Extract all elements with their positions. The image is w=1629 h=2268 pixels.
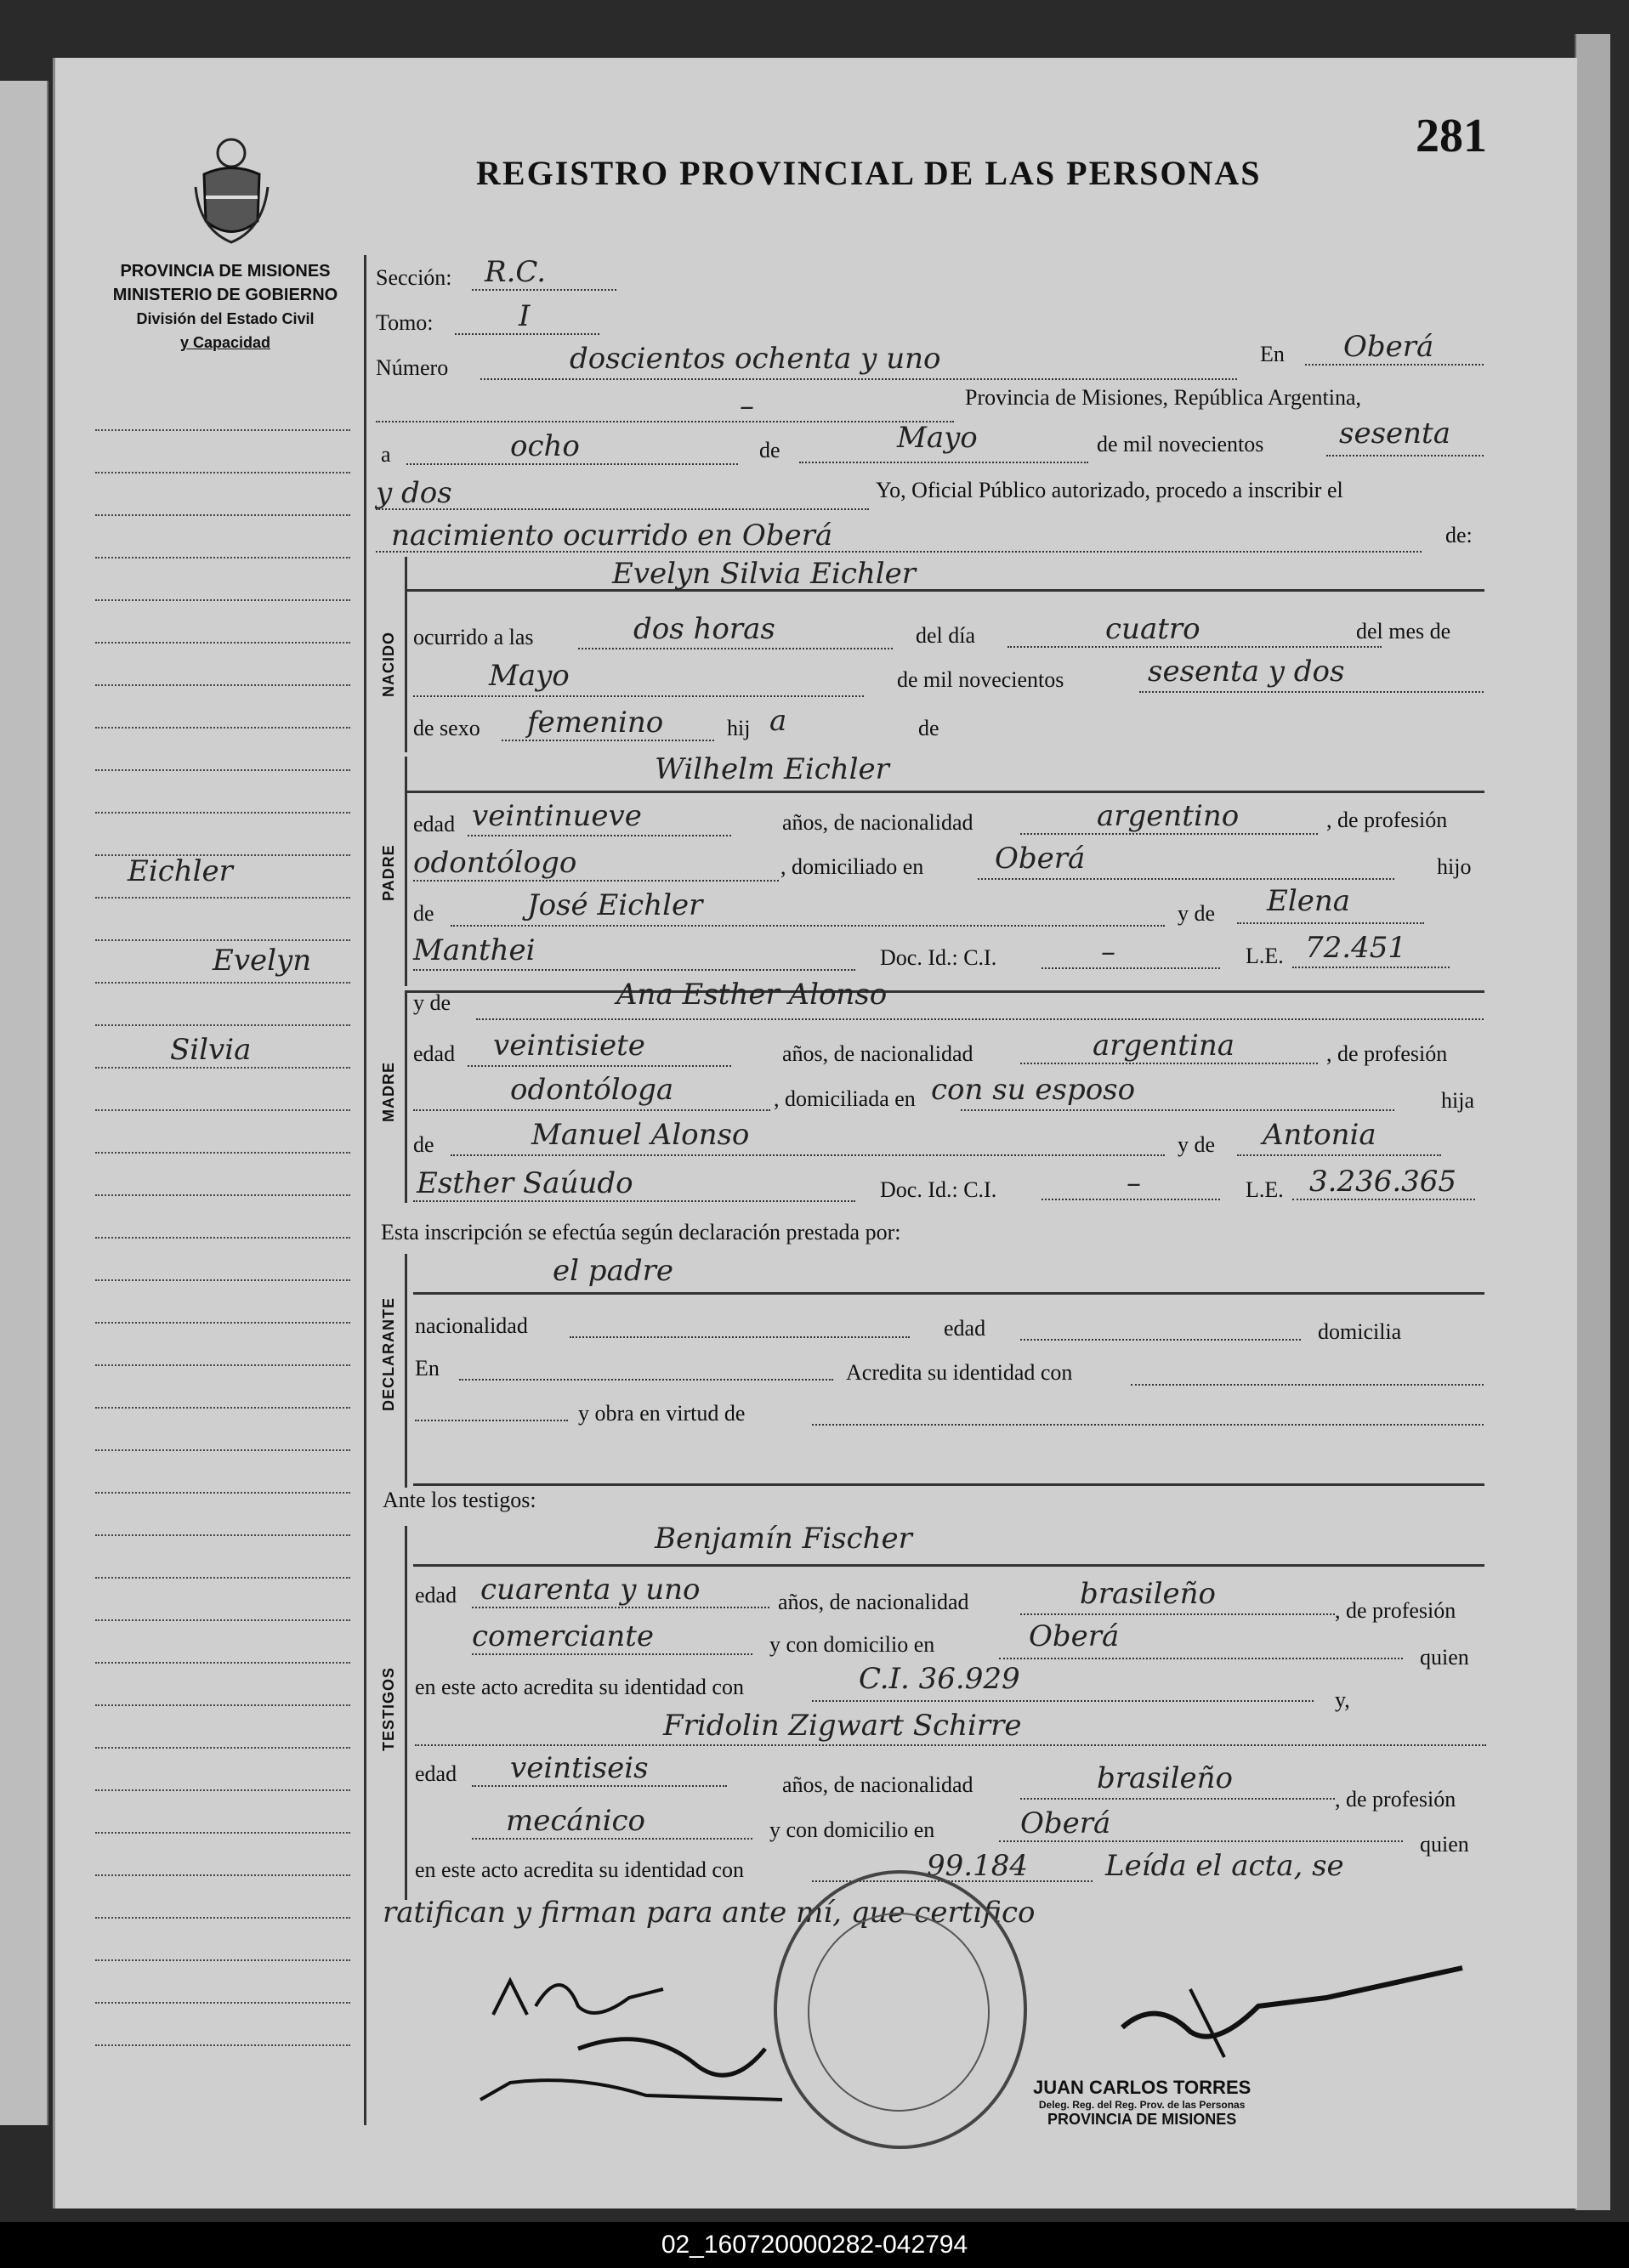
value-edad-madre: veintisiete	[493, 1029, 645, 1063]
label-de-colon: de:	[1445, 523, 1473, 547]
label-hij: hij	[727, 716, 751, 740]
value-le-padre: 72.451	[1305, 931, 1406, 965]
label-profesion-t1: , de profesión	[1335, 1598, 1456, 1623]
institution-line: y Capacidad	[179, 334, 271, 351]
value-mes-registro: Mayo	[897, 421, 978, 455]
institution-line: MINISTERIO DE GOBIERNO	[112, 286, 338, 304]
label-edad-t1: edad	[415, 1583, 457, 1607]
label-obra: y obra en virtud de	[578, 1401, 746, 1426]
value-testigo2-profesion: mecánico	[506, 1804, 645, 1838]
label-y-comma: y,	[1335, 1687, 1350, 1712]
margin-second-name: Silvia	[170, 1033, 252, 1067]
official-role: Deleg. Reg. del Reg. Prov. de las Personas	[1038, 2099, 1246, 2111]
label-de-mil: de mil novecientos	[1097, 432, 1264, 456]
label-con-domicilio-t1: y con domicilio en	[769, 1632, 935, 1657]
nacido-top-rule	[405, 589, 1484, 592]
value-dia-registro: ocho	[510, 429, 580, 463]
value-abuela-paterna-a: Elena	[1267, 884, 1350, 918]
official-signature-block	[1033, 2077, 1251, 2129]
label-sexo: de sexo	[413, 716, 480, 740]
value-testigo1-identidad: C.I. 36.929	[859, 1662, 1020, 1696]
label-seccion: Sección:	[376, 265, 452, 290]
madre-bracket	[405, 990, 407, 1203]
label-doc-padre: Doc. Id.: C.I.	[880, 945, 997, 970]
nacido-bracket	[405, 557, 407, 752]
side-label-testigos: TESTIGOS	[380, 1666, 397, 1751]
label-le-madre: L.E.	[1246, 1177, 1284, 1202]
label-ocurrido: ocurrido a las	[413, 625, 534, 649]
label-de-2: de	[918, 716, 939, 740]
value-seccion: R.C.	[485, 255, 547, 289]
side-label-nacido: NACIDO	[380, 632, 397, 697]
folio-number: 281	[1416, 110, 1487, 162]
value-sexo: femenino	[527, 706, 664, 740]
value-tomo: I	[519, 299, 531, 333]
value-testigo2-nombre: Fridolin Zigwart Schirre	[663, 1709, 1022, 1743]
label-nacionalidad-declarante: nacionalidad	[415, 1313, 528, 1338]
label-en-declarante: En	[415, 1356, 440, 1381]
testigos-bracket	[405, 1526, 407, 1900]
margin-surname: Eichler	[128, 854, 233, 888]
label-hijo: hijo	[1437, 854, 1472, 879]
label-provincia: Provincia de Misiones, República Argentina,	[965, 385, 1361, 410]
coat-of-arms-icon	[191, 136, 272, 247]
value-declarante: el padre	[553, 1254, 673, 1288]
value-testigo1-domicilio: Oberá	[1029, 1619, 1120, 1653]
value-anio-b: y dos	[376, 476, 452, 510]
value-hecho: nacimiento ocurrido en Oberá	[391, 519, 833, 553]
label-profesion-madre: , de profesión	[1326, 1041, 1448, 1066]
official-seal-inner	[808, 1913, 990, 2112]
value-edad-padre: veintinueve	[472, 799, 642, 833]
label-hija: hija	[1441, 1088, 1474, 1113]
label-domiciliado: , domiciliado en	[780, 854, 924, 879]
value-domicilio-padre: Oberá	[995, 842, 1086, 876]
declarante-bottom-rule	[413, 1483, 1484, 1486]
label-quien-t1: quien	[1420, 1645, 1469, 1670]
column-divider	[364, 255, 366, 2125]
declarante-top-rule	[413, 1292, 1484, 1295]
value-profesion-madre: odontóloga	[510, 1073, 674, 1107]
side-label-madre: MADRE	[380, 1062, 397, 1122]
value-testigo2-domicilio: Oberá	[1020, 1806, 1111, 1840]
value-abuelo-paterno: José Eichler	[527, 888, 703, 922]
institution-block	[89, 259, 361, 354]
label-acredita-t1: en este acto acredita su identidad con	[415, 1675, 744, 1699]
value-nacionalidad-madre: argentina	[1093, 1029, 1235, 1063]
value-abuela-paterna-b: Manthei	[413, 933, 536, 967]
label-acredita-t2: en este acto acredita su identidad con	[415, 1857, 744, 1882]
value-nombre-padre: Wilhelm Eichler	[655, 752, 889, 786]
official-name: JUAN CARLOS TORRES	[1033, 2077, 1252, 2098]
value-anio-nacimiento: sesenta y dos	[1148, 655, 1345, 689]
label-testigos: Ante los testigos:	[383, 1488, 536, 1512]
label-tomo: Tomo:	[376, 310, 434, 335]
left-page-edge	[0, 81, 48, 2125]
value-abuela-materna-a: Antonia	[1263, 1118, 1376, 1152]
margin-first-name: Evelyn	[213, 944, 312, 978]
label-edad-madre: edad	[413, 1041, 456, 1066]
label-doc-madre: Doc. Id.: C.I.	[880, 1177, 997, 1202]
label-profesion-t2: , de profesión	[1335, 1787, 1456, 1812]
value-le-madre: 3.236.365	[1309, 1165, 1457, 1199]
value-testigo1-nombre: Benjamín Fischer	[655, 1522, 912, 1556]
label-del-dia: del día	[916, 623, 976, 648]
label-de: de	[759, 438, 780, 462]
dash: –	[740, 389, 754, 423]
label-de-padre-de: de	[413, 901, 434, 926]
value-abuelo-materno: Manuel Alonso	[531, 1118, 750, 1152]
value-testigo1-nacionalidad: brasileño	[1080, 1577, 1216, 1611]
side-label-declarante: DECLARANTE	[380, 1297, 397, 1411]
declarante-bracket	[405, 1254, 407, 1488]
madre-top-rule	[405, 990, 1484, 993]
label-y-de-padre: y de	[1178, 901, 1216, 926]
label-quien-t2: quien	[1420, 1832, 1469, 1857]
label-nacionalidad-madre: años, de nacionalidad	[782, 1041, 973, 1066]
book-binding-edge	[1575, 34, 1610, 2210]
side-label-padre: PADRE	[380, 844, 397, 901]
testigos-top-rule	[413, 1564, 1484, 1567]
value-testigo2-edad: veintiseis	[510, 1751, 649, 1785]
value-testigo2-identidad: 99.184	[927, 1849, 1028, 1883]
institution-line: PROVINCIA DE MISIONES	[120, 262, 331, 281]
label-yo: Yo, Oficial Público autorizado, procedo a inscribir el	[876, 478, 1343, 502]
value-hora: dos horas	[633, 612, 775, 646]
institution-line: División del Estado Civil	[136, 310, 315, 327]
value-mes-nacimiento: Mayo	[489, 659, 570, 693]
label-con-domicilio-t2: y con domicilio en	[769, 1817, 935, 1842]
label-declaracion: Esta inscripción se efectúa según declaración prestada por:	[381, 1220, 901, 1245]
label-de-madre-de: de	[413, 1132, 434, 1157]
value-profesion-padre: odontólogo	[413, 846, 577, 880]
label-edad-padre: edad	[413, 812, 456, 836]
closing-line-2: ratifican y firman para ante mí, que certifico	[383, 1896, 1036, 1930]
footer-code: 02_160720000282-042794	[0, 2222, 1629, 2268]
value-anio-a: sesenta	[1339, 417, 1450, 451]
value-testigo2-nacionalidad: brasileño	[1097, 1761, 1233, 1795]
label-profesion-padre: , de profesión	[1326, 808, 1448, 832]
label-domiciliada: , domiciliada en	[774, 1086, 916, 1111]
label-acredita: Acredita su identidad con	[846, 1360, 1073, 1385]
value-abuela-materna-b: Esther Saúudo	[417, 1166, 633, 1200]
value-dia: cuatro	[1105, 612, 1200, 646]
value-ci-padre: –	[1101, 935, 1115, 969]
label-de-mil-2: de mil novecientos	[897, 667, 1064, 692]
label-numero: Número	[376, 355, 449, 380]
label-edad-declarante: edad	[944, 1316, 986, 1341]
label-y-de-madre: y de	[413, 990, 451, 1015]
value-numero: doscientos ochenta y uno	[570, 342, 941, 376]
value-domicilio-madre: con su esposo	[931, 1073, 1136, 1107]
value-testigo1-edad: cuarenta y uno	[480, 1573, 701, 1607]
label-a: a	[381, 442, 391, 467]
label-del-mes: del mes de	[1356, 619, 1451, 644]
label-en: En	[1260, 342, 1285, 366]
padre-top-rule	[405, 791, 1484, 793]
official-province: PROVINCIA DE MISIONES	[1047, 2111, 1237, 2128]
label-domicilia: domicilia	[1318, 1319, 1402, 1344]
label-nacionalidad-t1: años, de nacionalidad	[778, 1590, 969, 1614]
closing-line-1: Leída el acta, se	[1105, 1849, 1344, 1883]
label-y-de-madre-2: y de	[1178, 1132, 1216, 1157]
label-le-padre: L.E.	[1246, 944, 1284, 968]
value-en: Oberá	[1343, 330, 1434, 364]
label-edad-t2: edad	[415, 1761, 457, 1786]
value-nombre-nacido: Evelyn Silvia Eichler	[612, 557, 917, 591]
value-ci-madre: –	[1127, 1166, 1141, 1200]
value-testigo1-profesion: comerciante	[472, 1619, 654, 1653]
value-nombre-madre: Ana Esther Alonso	[616, 978, 888, 1012]
label-nacionalidad-t2: años, de nacionalidad	[782, 1772, 973, 1797]
page-title: REGISTRO PROVINCIAL DE LAS PERSONAS	[476, 154, 1262, 192]
value-hij-suffix: a	[769, 704, 787, 738]
label-nacionalidad-padre: años, de nacionalidad	[782, 810, 973, 835]
value-nacionalidad-padre: argentino	[1097, 799, 1240, 833]
padre-bracket	[405, 757, 407, 986]
